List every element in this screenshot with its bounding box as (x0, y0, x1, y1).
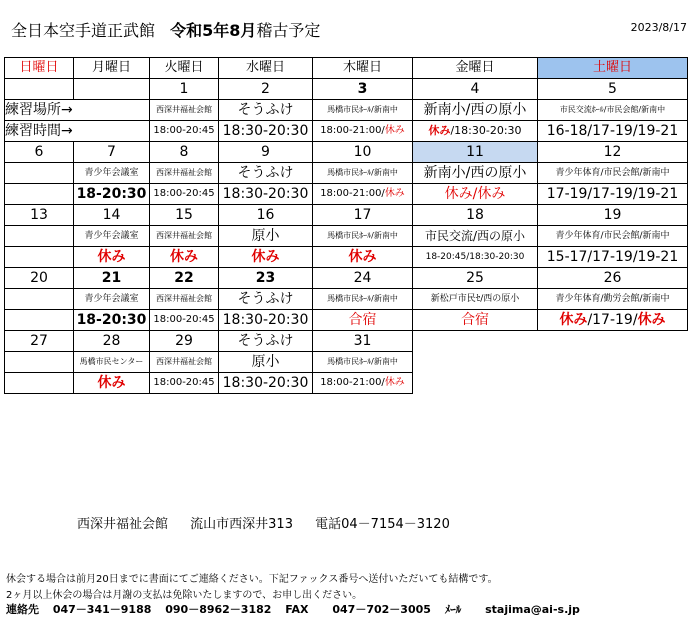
date-cell: 14 (74, 205, 150, 226)
place-cell (5, 163, 74, 184)
place-cell: 西深井福祉会館 (150, 289, 219, 310)
tel-2: 090－8962－3182 (165, 603, 272, 616)
week3-place-row (5, 226, 688, 247)
rest-text: 休み (428, 124, 451, 137)
venue-name: 西深井福祉会館 (77, 517, 169, 532)
date-cell: 31 (313, 331, 413, 352)
place-cell: そうふけ (219, 289, 313, 310)
place-cell: 新松戸市民ｾ/西の原小 (413, 289, 538, 310)
date-cell: 4 (413, 79, 538, 100)
time-cell: 休み (74, 247, 150, 268)
time-cell: 合宿 (413, 310, 538, 331)
time-cell: 18-20:45/18:30-20:30 (413, 247, 538, 268)
place-label: 練習場所→ (5, 100, 150, 121)
week2-place-row (5, 163, 688, 184)
place-cell: そうふけ (219, 163, 313, 184)
time-cell: 15-17/17-19/19-21 (538, 247, 688, 268)
place-cell: 新南小/西の原小 (413, 163, 538, 184)
time-cell (5, 247, 74, 268)
week1-time-row (5, 121, 688, 142)
time-cell: 18:00-20:45 (150, 184, 219, 205)
time-cell: 合宿 (313, 310, 413, 331)
time-cell: 18:00-20:45 (150, 310, 219, 331)
time-text: /18:30-20:30 (450, 124, 522, 137)
weekday-sat: 土曜日 (538, 58, 688, 79)
date-cell: 6 (5, 142, 74, 163)
date-cell: 5 (538, 79, 688, 100)
empty-cell (413, 352, 538, 373)
date-cell: 20 (5, 268, 74, 289)
place-cell: 市民交流ﾎｰﾙ/市民会館/新南中 (538, 100, 688, 121)
time-cell: 18:30-20:30 (219, 373, 313, 394)
weekday-mon: 月曜日 (74, 58, 150, 79)
weekday-header-row (5, 58, 688, 79)
date-cell-highlight: 11 (413, 142, 538, 163)
place-cell: 馬橋市民ﾎｰﾙ/新南中 (313, 163, 413, 184)
date-cell: 18 (413, 205, 538, 226)
notice-line-1: 休会する場合は前月20日までに書面にてご連絡ください。下記ファックス番号へ送付いただいても結構です。 (6, 574, 498, 585)
title-row (4, 18, 690, 44)
empty-cell (413, 331, 538, 352)
date-cell: 13 (5, 205, 74, 226)
mail-address: stajima@ai-s.jp (485, 603, 580, 616)
venue-phone: 電話04－7154－3120 (315, 517, 450, 532)
week2-time-row (5, 184, 688, 205)
date-cell (74, 79, 150, 100)
weekday-fri: 金曜日 (413, 58, 538, 79)
week5-time-row (5, 373, 688, 394)
place-cell: 西深井福祉会館 (150, 226, 219, 247)
place-cell: 原小 (219, 352, 313, 373)
page-title (11, 18, 320, 41)
time-cell: 17-19/17-19/19-21 (538, 184, 688, 205)
rest-text: 休み (384, 125, 405, 136)
time-cell: 休み (74, 373, 150, 394)
place-cell: 西深井福祉会館 (150, 100, 219, 121)
date-cell: 1 (150, 79, 219, 100)
rest-text: 休み (559, 312, 588, 328)
week5-place-row (5, 352, 688, 373)
week5-date-row (5, 331, 688, 352)
time-cell (313, 184, 413, 205)
date-cell: 19 (538, 205, 688, 226)
notice-line-2: 2ヶ月以上休会の場合は月謝の支払は免除いたしますので、お申し出ください。 (6, 590, 363, 601)
week1-place-row (5, 100, 688, 121)
empty-cell (538, 373, 688, 394)
empty-cell (538, 352, 688, 373)
date-cell: 15 (150, 205, 219, 226)
weekday-wed: 水曜日 (219, 58, 313, 79)
date-cell (5, 79, 74, 100)
date-cell: 21 (74, 268, 150, 289)
place-cell: 馬橋市民ﾎｰﾙ/新南中 (313, 226, 413, 247)
fax-number: 047－702－3005 (332, 603, 431, 616)
time-cell: 休み (150, 247, 219, 268)
issue-date: 2023/8/17 (630, 21, 687, 34)
place-cell: 青少年体育/勤労会館/新南中 (538, 289, 688, 310)
time-cell: 18:00-20:45 (150, 373, 219, 394)
rest-text: 休み (637, 312, 666, 328)
date-cell: 27 (5, 331, 74, 352)
time-cell (5, 310, 74, 331)
time-cell (313, 121, 413, 142)
place-cell: 青少年体育/市民会館/新南中 (538, 163, 688, 184)
venue-address (77, 513, 468, 532)
week2-date-row (5, 142, 688, 163)
calendar-table (4, 57, 688, 394)
week4-time-row (5, 310, 688, 331)
fax-label: FAX (285, 603, 309, 616)
date-cell: 7 (74, 142, 150, 163)
time-cell: 18:00-20:45 (150, 121, 219, 142)
place-cell (5, 226, 74, 247)
date-cell: 10 (313, 142, 413, 163)
time-cell (5, 373, 74, 394)
date-cell: 17 (313, 205, 413, 226)
place-cell: 青少年体育/市民会館/新南中 (538, 226, 688, 247)
date-cell: 3 (313, 79, 413, 100)
place-cell: 原小 (219, 226, 313, 247)
date-cell: 8 (150, 142, 219, 163)
time-cell (5, 184, 74, 205)
time-text: /17-19/ (587, 312, 638, 328)
date-cell: 2 (219, 79, 313, 100)
place-cell: 馬橋市民ﾎｰﾙ/新南中 (313, 100, 413, 121)
date-cell: そうふけ (219, 331, 313, 352)
time-text: 18:00-21:00/ (320, 377, 385, 388)
place-cell: 馬橋市民センター (74, 352, 150, 373)
place-cell: 西深井福祉会館 (150, 163, 219, 184)
date-cell: 24 (313, 268, 413, 289)
date-cell: 29 (150, 331, 219, 352)
tel-1: 047－341－9188 (52, 603, 152, 616)
time-cell: 18:30-20:30 (219, 310, 313, 331)
date-cell: 23 (219, 268, 313, 289)
time-cell: 18-20:30 (74, 184, 150, 205)
week3-date-row (5, 205, 688, 226)
date-cell: 12 (538, 142, 688, 163)
org-name: 全日本空手道正武館 (11, 21, 156, 40)
time-cell (538, 310, 688, 331)
date-cell: 26 (538, 268, 688, 289)
time-cell: 休み/休み (413, 184, 538, 205)
period: 令和5年8月 (170, 21, 257, 40)
title-suffix: 稽古予定 (256, 21, 321, 40)
place-cell: 青少年会議室 (74, 163, 150, 184)
place-cell: 馬橋市民ﾎｰﾙ/新南中 (313, 289, 413, 310)
rest-text: 休み (384, 188, 405, 199)
empty-cell (413, 373, 538, 394)
place-cell: そうふけ (219, 100, 313, 121)
venue-address-text: 流山市西深井313 (190, 517, 293, 532)
date-cell: 9 (219, 142, 313, 163)
time-cell: 18-20:30 (74, 310, 150, 331)
date-cell: 16 (219, 205, 313, 226)
date-cell: 25 (413, 268, 538, 289)
week4-date-row (5, 268, 688, 289)
place-cell: 青少年会議室 (74, 226, 150, 247)
contact-line (6, 601, 590, 617)
time-text: 18:00-21:00/ (320, 188, 385, 199)
time-cell: 休み (219, 247, 313, 268)
place-cell (5, 289, 74, 310)
weekday-thu: 木曜日 (313, 58, 413, 79)
mail-label: ﾒｰﾙ (444, 603, 462, 616)
time-label: 練習時間→ (5, 121, 150, 142)
place-cell (5, 352, 74, 373)
contact-label: 連絡先 (6, 603, 39, 616)
place-cell: 市民交流/西の原小 (413, 226, 538, 247)
place-cell: 新南小/西の原小 (413, 100, 538, 121)
time-cell (313, 373, 413, 394)
time-cell: 休み (313, 247, 413, 268)
weekday-tue: 火曜日 (150, 58, 219, 79)
empty-cell (538, 331, 688, 352)
time-cell: 18:30-20:30 (219, 184, 313, 205)
week4-place-row (5, 289, 688, 310)
time-cell: 16-18/17-19/19-21 (538, 121, 688, 142)
place-cell: 青少年会議室 (74, 289, 150, 310)
place-cell: 西深井福祉会館 (150, 352, 219, 373)
week1-date-row (5, 79, 688, 100)
date-cell: 28 (74, 331, 150, 352)
week3-time-row (5, 247, 688, 268)
weekday-sun: 日曜日 (5, 58, 74, 79)
place-cell: 馬橋市民ﾎｰﾙ/新南中 (313, 352, 413, 373)
time-cell (413, 121, 538, 142)
time-text: 18:00-21:00/ (320, 125, 385, 136)
time-cell: 18:30-20:30 (219, 121, 313, 142)
rest-text: 休み (384, 377, 405, 388)
date-cell: 22 (150, 268, 219, 289)
